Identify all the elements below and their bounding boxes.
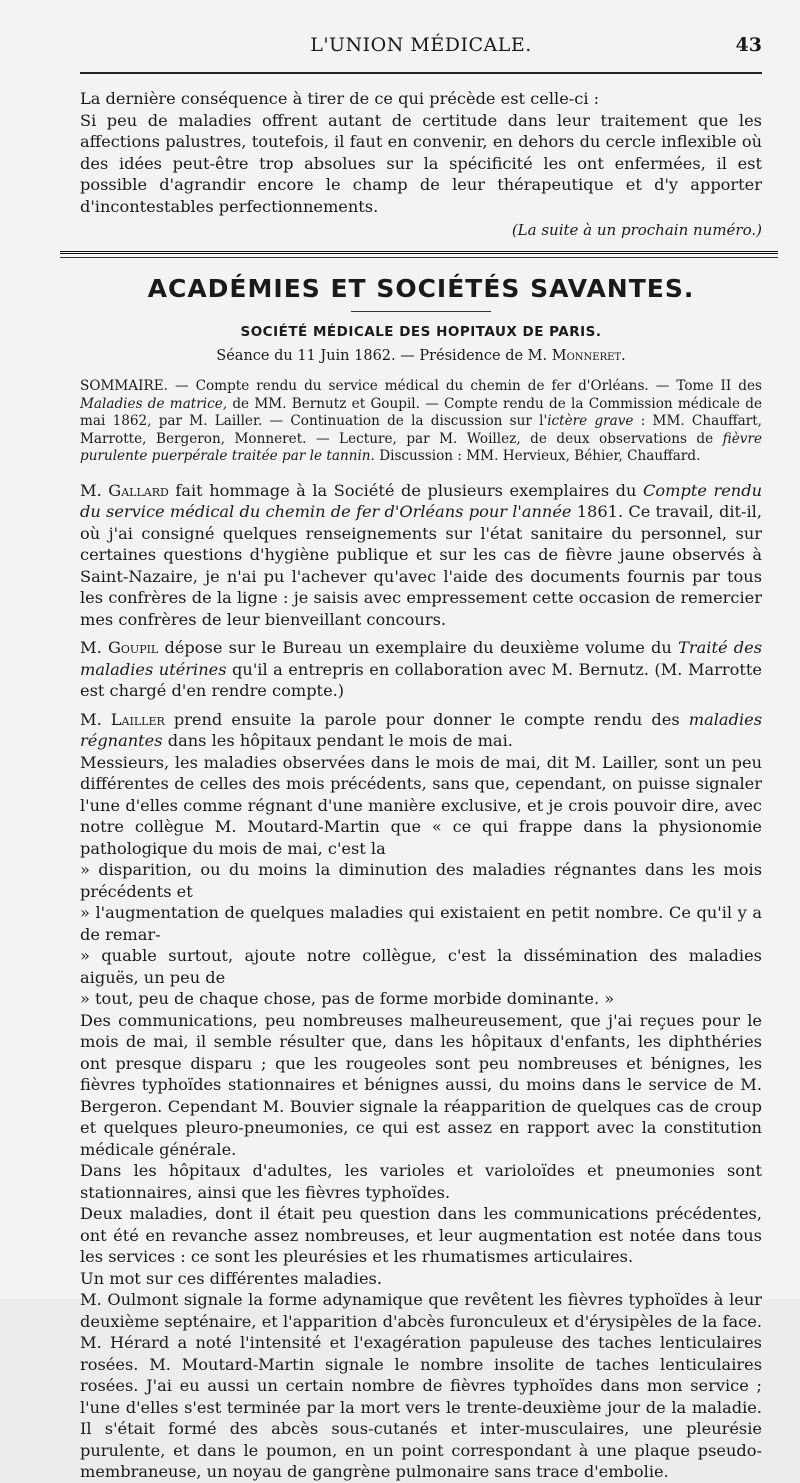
running-head (80, 0, 762, 60)
un-mot-paragraph: Un mot sur ces différentes maladies. (80, 1268, 382, 1288)
goupil-name: Goupil (107, 638, 159, 658)
society-title: SOCIÉTÉ MÉDICALE DES HOPITAUX DE PARIS. (240, 324, 602, 340)
deux-maladies-paragraph: Deux maladies, dont il était peu question dans les communications précédentes, ont été en revanche assez nombreuses, et leur augmentation est notée dans tous les services : ce sont les pleurésies et les rhumatismes articulaires. (80, 1204, 762, 1267)
intro-paragraph-1: La dernière conséquence à tirer de ce qui précède est celle-ci : (80, 89, 600, 108)
sommaire-text-1: — Compte rendu du service médical du chemin de fer d'Orléans. — Tome II des (167, 378, 762, 394)
gallard-name: Gallard (108, 480, 169, 500)
gallard-text-1: fait hommage à la Société de plusieurs exemplaires du (168, 480, 644, 500)
lailler-name: Lailler (110, 709, 165, 729)
header-rule (80, 72, 762, 74)
seance-prefix: Séance du 11 Juin 1862. — Présidence de M. (216, 348, 552, 364)
sommaire-italic-3: fièvre purulente puerpérale traitée par le tannin. (80, 430, 762, 465)
lailler-text-1: prend ensuite la parole pour donner le compte rendu des (164, 709, 689, 729)
sommaire-italic-2: ictère grave (547, 413, 634, 430)
sommaire-label: SOMMAIRE. (80, 378, 168, 394)
section-rule-thin (60, 257, 778, 258)
communications-paragraph: Des communications, peu nombreuses malheureusement, que j'ai reçues pour le mois de mai, il semble résulter que, dans les hôpitaux d'enfants, les diphthéries ont presque disparu ; que les rougeoles sont peu nombreuses et bénignes, les fièvres typhoïdes stationnaires et bénignes aussi, du moins dans le service de M. Bergeron. Cependant M. Bouvier signale la réapparition de quelques cas de croup et quelques pleuro-pneumonies, ce qui est assez en rapport avec la constitution médicale générale. (80, 1010, 762, 1159)
gallard-text-2: 1861. Ce travail, dit-il, où j'ai consigné quelques renseignements sur l'état sanitaire du personnel, sur certaines questions d'hygiène publique et sur les cas de fièvre jaune observés à Saint-Nazaire, je n'ai pu l'achever qu'avec l'aide des documents fournis par tous les confrères de la ligne : je saisis avec empressement cette occasion de remercier mes confrères de leur bienveillant concours. (80, 502, 762, 629)
goupil-italic: Traité des maladies utérines (80, 638, 763, 679)
goupil-text-2: qu'il a entrepris en collaboration avec M. Bernutz. (M. Marrotte est chargé d'en rendre compte.) (80, 659, 762, 701)
seance-president: Monneret (551, 348, 622, 364)
continued-notice: (La suite à un prochain numéro.) (511, 221, 762, 239)
journal-title: L'UNION MÉDICALE. (310, 34, 532, 56)
adultes-paragraph: Dans les hôpitaux d'adultes, les varioles et varioloïdes et pneumonies sont stationnaires, ainsi que les fièvres typhoïdes. (80, 1161, 762, 1202)
lailler-italic: maladies régnantes (80, 709, 763, 751)
page-number: 43 (735, 34, 762, 56)
lailler-paragraph: M. Lailler prend ensuite la parole pour donner le compte rendu des maladies régnantes dans les hôpitaux pendant le mois de mai. (80, 709, 763, 751)
sommaire-text-2: de MM. Bernutz et Goupil. — Compte rendu de la Commission médicale de mai 1862, par M. Lailler. — Continuation de la discussion sur l' (80, 395, 763, 430)
sommaire-paragraph (80, 378, 762, 466)
quote-line-4: » tout, peu de chaque chose, pas de forme morbide dominante. » (80, 989, 615, 1009)
quote-line-1: » disparition, ou du moins la diminution des maladies régnantes dans les mois précédents et (80, 860, 762, 901)
intro-paragraph-2: Si peu de maladies offrent autant de certitude dans leur traitement que les affections palustres, toutefois, il faut en convenir, en dehors du cercle inflexible où des idées peut-être trop absolues sur la spécificité les ont enfermées, il est possible d'agrandir encore le champ de leur thérapeutique et d'y apporter d'incontestables perfectionnements. (80, 110, 762, 216)
seance-line (80, 348, 762, 364)
sommaire-italic-1: Maladies de matrice, (80, 395, 228, 412)
quote-line-3: » quable surtout, ajoute notre collègue, c'est la dissémination des maladies aiguës, un peu de (80, 946, 762, 987)
sommaire-text-4: Discussion : MM. Hervieux, Béhier, Chauffard. (374, 448, 701, 465)
messieurs-lead: Messieurs, les maladies observées dans le mois de mai, dit M. Lailler, sont un peu différentes de celles des mois précédents, sans que, cependant, on puisse signaler l'une d'elles comme régnant d'une manière exclusive, et je crois pouvoir dire, avec notre collègue M. Moutard-Martin que « ce qui frappe dans la physionomie pathologique du mois de mai, c'est la (80, 752, 762, 858)
goupil-paragraph: M. Goupil dépose sur le Bureau un exemplaire du deuxième volume du Traité des maladies utérines qu'il a entrepris en collaboration avec M. Bernutz. (M. Marrotte est chargé d'en rendre compte.) (80, 638, 763, 701)
goupil-text-1: dépose sur le Bureau un exemplaire du deuxième volume du (158, 638, 679, 658)
messieurs-paragraph (80, 752, 762, 1010)
oulmont-paragraph: M. Oulmont signale la forme adynamique que revêtent les fièvres typhoïdes à leur deuxième septénaire, et l'apparition d'abcès furonculeux et d'érysipèles de la face. M. Hérard a noté l'intensité et l'exagération papuleuse des taches lenticulaires rosées. M. Moutard-Martin signale le nombre insolite de taches lenticulaires rosées. J'ai eu aussi un certain nombre de fièvres typhoïdes dans mon service ; l'une d'elles s'est terminée par la mort vers le trente-deuxième jour de la maladie. Il s'était formé des abcès sous-cutanés et inter-musculaires, une pleurésie purulente, et dans le poumon, en un point correspondant à une plaque pseudo-membraneuse, un noyau de gangrène pulmonaire sans trace d'embolie. (80, 1290, 762, 1482)
quote-line-2: » l'augmentation de quelques maladies qui existaient en petit nombre. Ce qu'il y a de remar- (80, 903, 762, 944)
sommaire-text-3: : MM. Chauffart, Marrotte, Bergeron, Monneret. — Lecture, par M. Woillez, de deux observations de (80, 413, 762, 447)
lailler-text-2: dans les hôpitaux pendant le mois de mai. (162, 731, 513, 751)
heading-short-rule (351, 311, 491, 312)
seance-suffix: . (621, 348, 626, 364)
section-heading: ACADÉMIES ET SOCIÉTÉS SAVANTES. (147, 274, 695, 303)
gallard-paragraph: M. Gallard fait hommage à la Société de plusieurs exemplaires du Compte rendu du service médical du chemin de fer d'Orléans pour l'année 1861. Ce travail, dit-il, où j'ai consigné quelques renseignements sur l'état sanitaire du personnel, sur certaines questions d'hygiène publique et sur les cas de fièvre jaune observés à Saint-Nazaire, je n'ai pu l'achever qu'avec l'aide des documents fournis par tous les confrères de la ligne : je saisis avec empressement cette occasion de remercier mes confrères de leur bienveillant concours. (80, 480, 763, 629)
section-rule-double (60, 251, 778, 254)
gallard-italic: Compte rendu du service médical du chemin de fer d'Orléans pour l'année (80, 480, 763, 522)
